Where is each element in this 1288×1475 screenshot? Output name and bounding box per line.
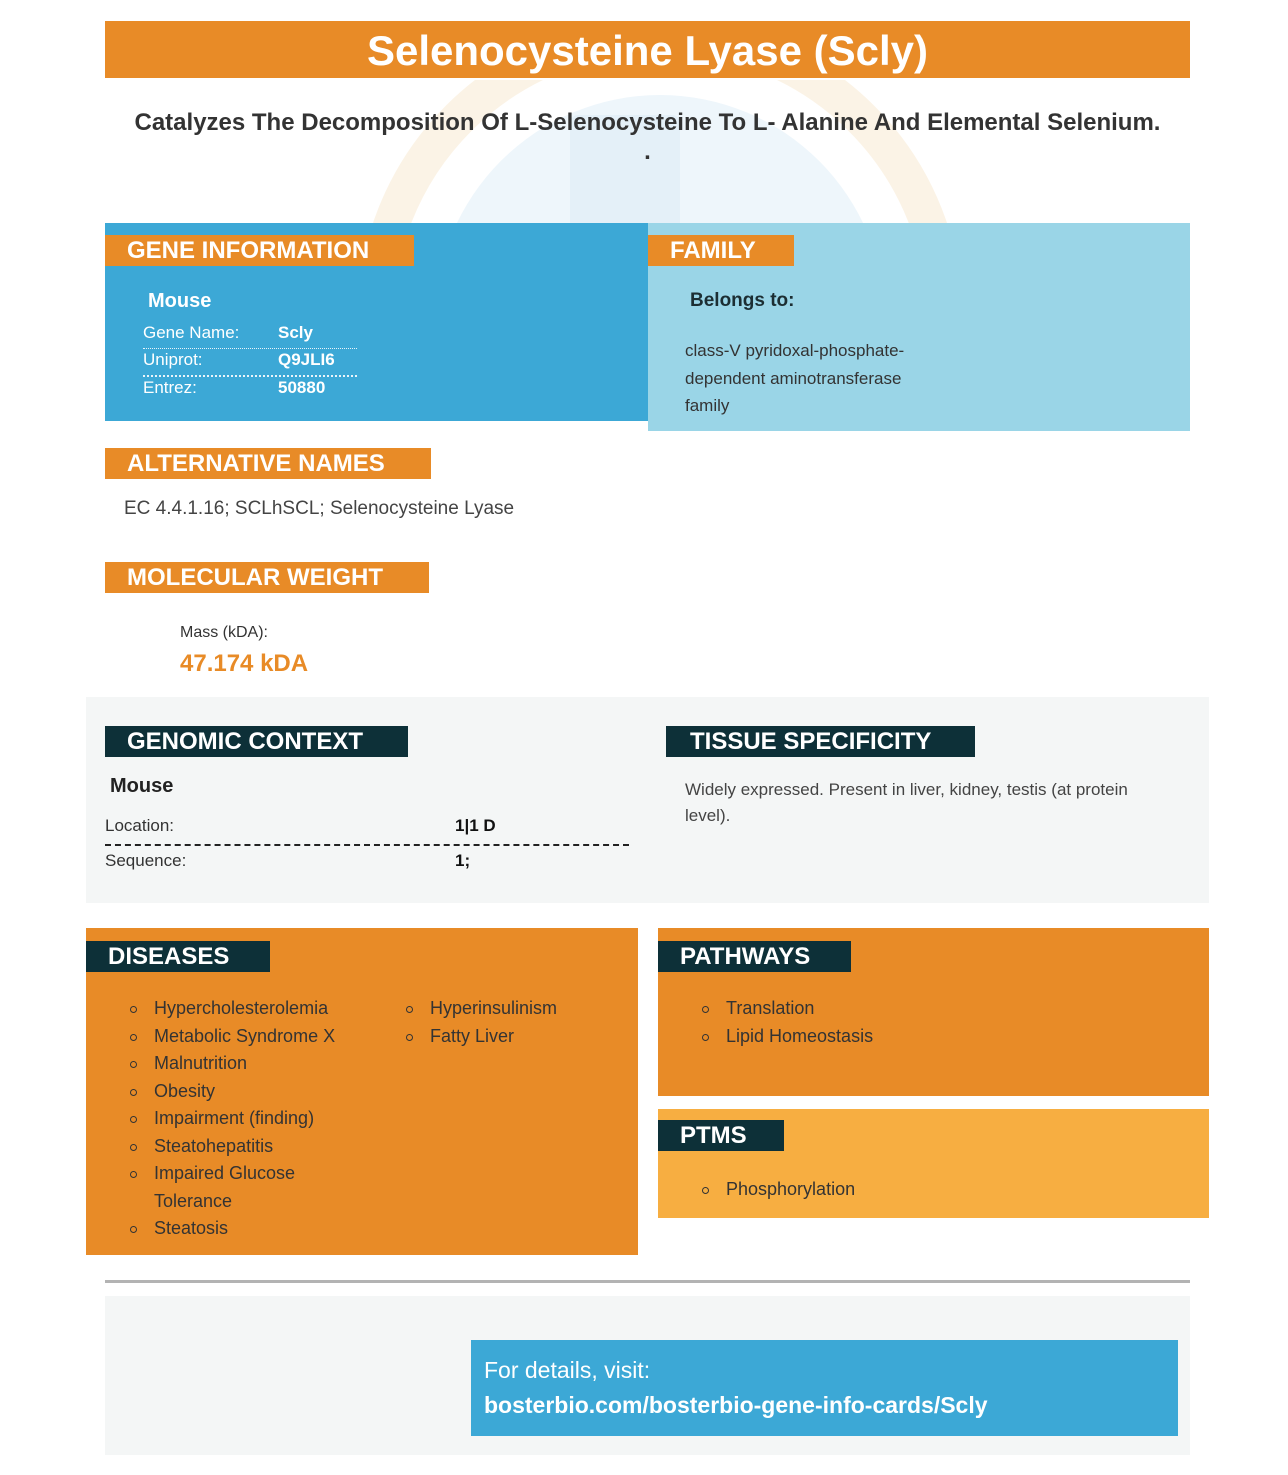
diseases-list-1	[130, 995, 360, 1243]
disease-item: Hypercholesterolemia	[130, 995, 360, 1023]
pathway-item: Translation	[702, 995, 1102, 1023]
gene-name-label: Gene Name:	[143, 323, 240, 342]
mass-label: Mass (kDA):	[180, 624, 268, 641]
details-label: For details, visit:	[484, 1357, 651, 1383]
uniprot-value: Q9JLI6	[278, 350, 335, 369]
pathways-panel	[658, 928, 1209, 1096]
alternative-names-text: EC 4.4.1.16; SCLhSCL; Selenocysteine Lyase	[124, 498, 515, 519]
family-heading: FAMILY	[648, 235, 794, 266]
pathways-list	[702, 995, 1102, 1050]
pathways-heading: PATHWAYS	[658, 941, 851, 972]
gene-species: Mouse	[148, 290, 212, 312]
ptm-item: Phosphorylation	[702, 1176, 1102, 1204]
belongs-to-label: Belongs to:	[690, 290, 795, 311]
disease-item: Impaired Glucose Tolerance	[130, 1160, 360, 1215]
location-label: Location:	[105, 816, 174, 835]
disease-item: Malnutrition	[130, 1050, 360, 1078]
disease-item: Hyperinsulinism	[406, 995, 626, 1023]
sequence-row	[105, 845, 629, 879]
genomic-context-heading: GENOMIC CONTEXT	[105, 726, 408, 757]
entrez-row	[143, 376, 357, 403]
details-box	[471, 1340, 1178, 1436]
footer-divider	[105, 1280, 1190, 1283]
uniprot-label: Uniprot:	[143, 350, 203, 369]
diseases-heading: DISEASES	[86, 941, 270, 972]
ptms-heading: PTMS	[658, 1120, 784, 1151]
tissue-specificity-text: Widely expressed. Present in liver, kidney, testis (at protein level).	[685, 780, 1128, 825]
location-value: 1|1 D	[455, 816, 496, 835]
disease-item: Steatosis	[130, 1215, 360, 1243]
entrez-label: Entrez:	[143, 378, 197, 397]
disease-item: Impairment (finding)	[130, 1105, 360, 1133]
disease-item: Obesity	[130, 1078, 360, 1106]
entrez-value: 50880	[278, 378, 326, 397]
page-subtitle: Catalyzes The Decomposition Of L-Selenocysteine To L- Alanine And Elemental Selenium. .	[134, 109, 1161, 165]
family-text: class-V pyridoxal-phosphate-dependent aminotransferase family	[685, 341, 905, 415]
disease-item: Steatohepatitis	[130, 1133, 360, 1161]
gene-name-row	[143, 321, 357, 349]
sequence-label: Sequence:	[105, 851, 187, 870]
gene-information-heading: GENE INFORMATION	[105, 235, 414, 266]
disease-item: Fatty Liver	[406, 1023, 626, 1051]
tissue-specificity-heading: TISSUE SPECIFICITY	[666, 726, 975, 757]
location-row	[105, 810, 629, 846]
uniprot-row	[143, 348, 357, 377]
family-panel	[648, 223, 1190, 431]
mass-value: 47.174 kDA	[180, 650, 309, 677]
molecular-weight-heading: MOLECULAR WEIGHT	[105, 562, 429, 593]
ptms-panel	[658, 1109, 1209, 1218]
gene-name-value: Scly	[278, 323, 313, 342]
genomic-species: Mouse	[110, 775, 174, 797]
page-title: Selenocysteine Lyase (Scly)	[105, 21, 1190, 78]
diseases-panel	[86, 928, 638, 1255]
ptms-list	[702, 1176, 1102, 1204]
alternative-names-heading: ALTERNATIVE NAMES	[105, 448, 431, 479]
details-link[interactable]: bosterbio.com/bosterbio-gene-info-cards/Scly	[484, 1392, 988, 1418]
pathway-item: Lipid Homeostasis	[702, 1023, 1102, 1051]
disease-item: Metabolic Syndrome X	[130, 1023, 360, 1051]
sequence-value: 1;	[455, 851, 471, 870]
gene-information-panel	[105, 223, 648, 421]
diseases-list-2	[406, 995, 626, 1050]
